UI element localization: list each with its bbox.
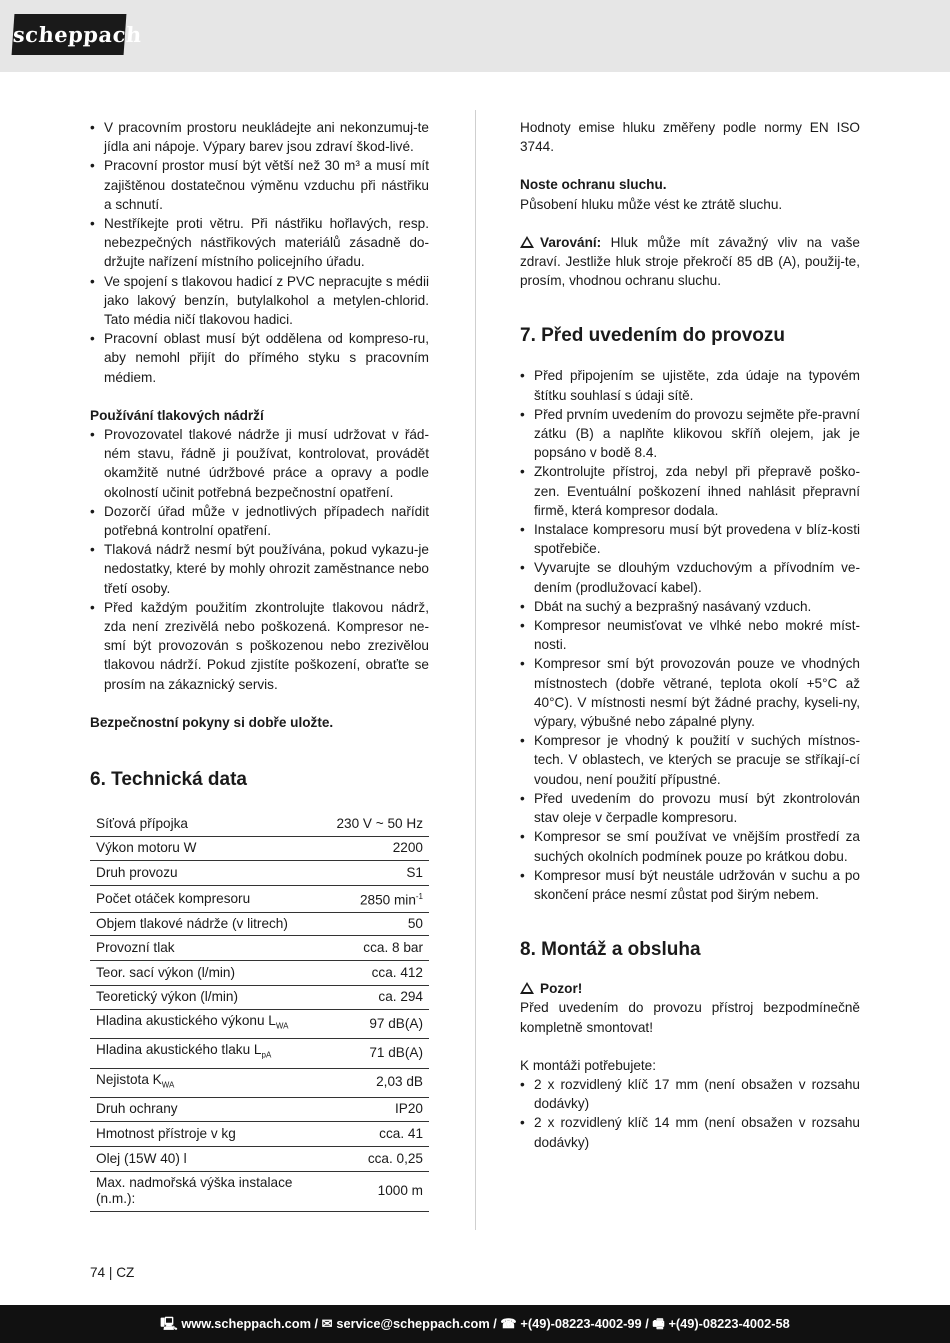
spec-value: S1 — [330, 861, 429, 886]
pressure-tanks-list — [90, 425, 429, 694]
assembly-tools-list — [520, 1075, 860, 1152]
section-7-title: 7. Před uvedením do provozu — [520, 325, 785, 347]
page-footer — [0, 1305, 950, 1343]
list-item: • Dozorčí úřad může v jednotlivých případech nařídit potřebná kontrolní opatření. — [90, 502, 429, 540]
list-item: • Dbát na suchý a bezprašný nasávaný vzduch. — [520, 597, 860, 616]
list-item: • V pracovním prostoru neukládejte ani nekonzumuj-te jídla ani nápoje. Výpary barev jsou zdraví škod-livé. — [90, 118, 429, 156]
list-item: • Kompresor musí být neustále udržován v suchu a po skončení práce nesmí zůstat pod širým nebem. — [520, 866, 860, 904]
list-item: • Kompresor se smí používat ve vnějším prostředí za suchých okolních podmínek pouze po krátkou dobu. — [520, 827, 860, 865]
left-column — [90, 118, 429, 1212]
list-item: • Pracovní prostor musí být větší než 30 m³ a musí mít zajištěnou dostatečnou výměnu vzduchu při nástřiku a schnutí. — [90, 156, 429, 214]
assembly-needs-label: K montáži potřebujete: — [520, 1057, 657, 1073]
list-item: • 2 x rozvidlený klíč 17 mm (není obsažen v rozsahu dodávky) — [520, 1075, 860, 1113]
section-6-title: 6. Technická data — [90, 769, 247, 791]
before-operation-list — [520, 366, 860, 904]
table-row — [90, 912, 429, 936]
warning-label: Varování: — [540, 234, 602, 250]
spec-label: Teoretický výkon (l/min) — [90, 985, 330, 1010]
table-row — [90, 1068, 429, 1097]
noise-emission-text: Hodnoty emise hluku změřeny podle normy EN ISO 3744. — [520, 120, 860, 155]
table-row — [90, 885, 429, 912]
caution-label: Pozor! — [540, 981, 583, 997]
spec-value: IP20 — [330, 1097, 429, 1122]
column-divider — [475, 110, 476, 1230]
page-number-value: 74 — [90, 1265, 106, 1280]
spec-label: Druh ochrany — [90, 1097, 330, 1122]
table-row — [90, 1039, 429, 1068]
list-item: • Před každým použitím zkontrolujte tlakovou nádrž, zda není zrezivělá nebo poškozená. Kompresor ne-smí být provozován s poškozenou nebo zrezivělou tlakovou nádrží. Pokud zjistíte poškození, obraťte se prosím na zákaznický servis. — [90, 598, 429, 694]
list-item: • 2 x rozvidlený klíč 14 mm (není obsažen v rozsahu dodávky) — [520, 1113, 860, 1151]
list-item: • Provozovatel tlakové nádrže ji musí udržovat v řád-ném stavu, řádně ji používat, kontrolovat, provádět okamžitě nutné údržbové práce a opravy a podle okolností učinit potřebná bezpečnostní opatření. — [90, 425, 429, 502]
list-item: • Kompresor smí být provozován pouze ve vhodných místnostech (dobře větrané, teplota okolí +5°C až 40°C). V místnosti nesmí být žádné prachy, kyseli-ny, výpary, výbušné nebo zápalné plyny. — [520, 654, 860, 731]
spec-value: 2,03 dB — [330, 1068, 429, 1097]
warning-triangle-icon — [520, 236, 534, 248]
list-item: • Kompresor neumisťovat ve vlhké nebo mokré míst-nosti. — [520, 616, 860, 654]
spec-value: cca. 412 — [330, 961, 429, 986]
table-row — [90, 985, 429, 1010]
table-row — [90, 861, 429, 886]
workspace-safety-list — [90, 118, 429, 387]
list-item: • Ve spojení s tlakovou hadicí z PVC nepracujte s médii jako lakový benzín, butylalkohol a metylen-chlorid. Tato média ničí tlakovou hadici. — [90, 272, 429, 330]
table-row — [90, 836, 429, 861]
spec-value: cca. 41 — [330, 1122, 429, 1147]
list-item: • Vyvarujte se dlouhým vzduchovým a přívodním ve-dením (prodlužovací kabel). — [520, 558, 860, 596]
list-item: • Před uvedením do provozu musí být zkontrolován stav oleje v čerpadle kompresoru. — [520, 789, 860, 827]
spec-value: cca. 8 bar — [330, 936, 429, 961]
list-item: • Zkontrolujte přístroj, zda nebyl při přepravě poško-zen. Eventuální poškození ihned nahlásit přepravní firmě, která kompresor dodala. — [520, 462, 860, 520]
spec-value: 2200 — [330, 836, 429, 861]
footer-email: service@scheppach.com / — [336, 1316, 497, 1331]
list-item: • Instalace kompresoru musí být provedena v blíz-kosti spotřebiče. — [520, 520, 860, 558]
right-column — [520, 118, 860, 1152]
spec-label: Hladina akustického výkonu $L_{WA}$ — [90, 1010, 330, 1039]
page-language: CZ — [116, 1265, 135, 1280]
list-item: • Kompresor je vhodný k použití v suchých místnos-tech. V oblastech, ve kterých se pracuje se stříkají-cí voudou, není použití přípustné. — [520, 731, 860, 789]
list-item: • Před připojením se ujistěte, zda údaje na typovém štítku souhlasí s údaji sítě. — [520, 366, 860, 404]
spec-value: 71 dB(A) — [330, 1039, 429, 1068]
spec-label: Hmotnost přístroje v kg — [90, 1122, 330, 1147]
scheppach-logo: scheppach — [12, 14, 127, 55]
table-row — [90, 1010, 429, 1039]
caution-triangle-icon — [520, 982, 534, 994]
spec-label: Objem tlakové nádrže (v litrech) — [90, 912, 330, 936]
spec-label: Výkon motoru W — [90, 836, 330, 861]
fax-icon: 🖷 — [652, 1316, 665, 1331]
caution-heading — [520, 979, 860, 998]
page-header — [0, 0, 950, 72]
table-row — [90, 1097, 429, 1122]
section-8-title: 8. Montáž a obsluha — [520, 939, 701, 961]
list-item: • Nestříkejte proti větru. Při nástřiku hořlavých, resp. nebezpečných nástřikových materiálů zásadně do-držujte nařízení místního policejního úřadu. — [90, 214, 429, 272]
spec-label: Olej (15W 40) l — [90, 1147, 330, 1172]
spec-value: 1000 m — [330, 1171, 429, 1211]
spec-label: Max. nadmořská výška instalace (n.m.): — [90, 1171, 330, 1211]
email-icon: ✉ — [321, 1316, 333, 1331]
spec-label: Druh provozu — [90, 861, 330, 886]
spec-value: 2850 $\min^{-1}$ — [330, 885, 429, 912]
list-item: • Tlaková nádrž nesmí být používána, pokud vykazu-je nedostatky, které by mohly ohrozit zaměstnance nebo třetí osoby. — [90, 540, 429, 598]
footer-fax: +(49)-08223-4002-58 — [668, 1316, 790, 1331]
caution-text: Před uvedením do provozu přístroj bezpodmínečně kompletně smontovat! — [520, 1000, 860, 1035]
table-row — [90, 1171, 429, 1211]
spec-value: 230 V ~ 50 Hz — [330, 812, 429, 836]
table-row — [90, 1122, 429, 1147]
table-row — [90, 812, 429, 836]
list-item: • Pracovní oblast musí být oddělena od kompreso-ru, aby nemohl přijít do přímého styku s pracovním médiem. — [90, 329, 429, 387]
spec-value: ca. 294 — [330, 985, 429, 1010]
computer-icon: 🖳 — [160, 1316, 178, 1331]
table-row — [90, 961, 429, 986]
page-number: 74 | CZ — [90, 1265, 135, 1280]
spec-label: Hladina akustického tlaku $L_{pA}$ — [90, 1039, 330, 1068]
spec-label: Provozní tlak — [90, 936, 330, 961]
table-row — [90, 1147, 429, 1172]
spec-label: Teor. sací výkon (l/min) — [90, 961, 330, 986]
phone-icon: ☎ — [500, 1316, 517, 1331]
footer-phone: +(49)-08223-4002-99 / — [520, 1316, 649, 1331]
noise-warning — [520, 233, 860, 291]
technical-data-table — [90, 812, 429, 1212]
spec-label: Počet otáček kompresoru — [90, 885, 330, 912]
spec-value: cca. 0,25 — [330, 1147, 429, 1172]
spec-value: 50 — [330, 912, 429, 936]
table-row — [90, 936, 429, 961]
hearing-protection-text: Působení hluku může vést ke ztrátě sluchu. — [520, 196, 783, 212]
spec-label: Nejistota $K_{WA}$ — [90, 1068, 330, 1097]
spec-label: Síťová přípojka — [90, 812, 330, 836]
hearing-protection-heading: Noste ochranu sluchu. — [520, 177, 667, 193]
spec-value: 97 dB(A) — [330, 1010, 429, 1039]
pressure-tanks-heading: Používání tlakových nádrží — [90, 407, 264, 423]
footer-website: www.scheppach.com / — [181, 1316, 319, 1331]
list-item: • Před prvním uvedením do provozu sejměte pře-pravní zátku (B) a naplňte klikovou skříň olejem, jak je popsáno v bodě 8.4. — [520, 405, 860, 463]
keep-instructions-note: Bezpečnostní pokyny si dobře uložte. — [90, 714, 334, 730]
warning-text: Hluk může mít závažný vliv na vaše zdraví. Jestliže hluk stroje překročí 85 dB (A), použij-te, prosím, vhodnou ochranu sluchu. — [520, 234, 860, 289]
